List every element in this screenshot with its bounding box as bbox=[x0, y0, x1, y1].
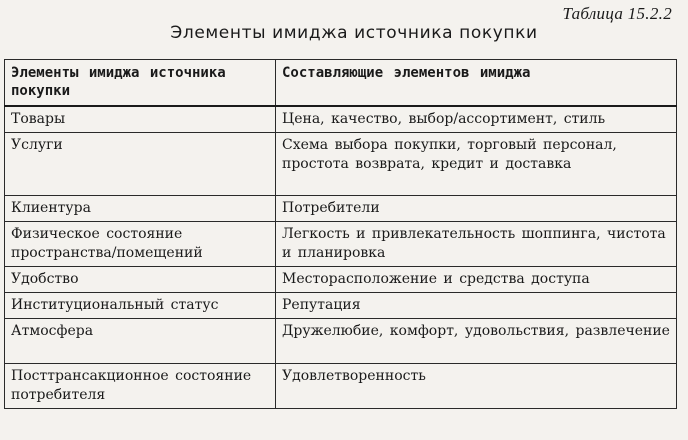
table-row bbox=[5, 222, 677, 267]
cell-element: Атмосфера bbox=[5, 319, 276, 364]
table-row bbox=[5, 106, 677, 133]
image-elements-table bbox=[4, 59, 677, 409]
cell-components: Схема выбора покупки, торговый персонал, простота возврата, кредит и доставка bbox=[276, 133, 677, 196]
cell-element: Посттрансакционное состояние потребителя bbox=[5, 364, 276, 409]
cell-components: Потребители bbox=[276, 196, 677, 222]
cell-element: Удобство bbox=[5, 267, 276, 293]
table-row bbox=[5, 196, 677, 222]
cell-components: Дружелюбие, комфорт, удовольствия, развлечение bbox=[276, 319, 677, 364]
table-number: Таблица 15.2.2 bbox=[562, 4, 672, 23]
cell-element: Институциональный статус bbox=[5, 293, 276, 319]
table-row bbox=[5, 293, 677, 319]
cell-element: Клиентура bbox=[5, 196, 276, 222]
table-title: Элементы имиджа источника покупки bbox=[170, 23, 538, 43]
cell-components: Месторасположение и средства доступа bbox=[276, 267, 677, 293]
cell-components: Репутация bbox=[276, 293, 677, 319]
cell-element: Физическое состояние пространства/помещений bbox=[5, 222, 276, 267]
cell-element: Товары bbox=[5, 106, 276, 133]
table-row bbox=[5, 364, 677, 409]
header-elements: Элементы имиджа источника покупки bbox=[5, 60, 276, 107]
cell-element: Услуги bbox=[5, 133, 276, 196]
cell-components: Удовлетворенность bbox=[276, 364, 677, 409]
cell-components: Цена, качество, выбор/ассортимент, стиль bbox=[276, 106, 677, 133]
table-row bbox=[5, 319, 677, 364]
table-row bbox=[5, 267, 677, 293]
header-components: Составляющие элементов имиджа bbox=[276, 60, 677, 107]
cell-components: Легкость и привлекательность шоппинга, чистота и планировка bbox=[276, 222, 677, 267]
table-row bbox=[5, 133, 677, 196]
table-header-row bbox=[5, 60, 677, 107]
